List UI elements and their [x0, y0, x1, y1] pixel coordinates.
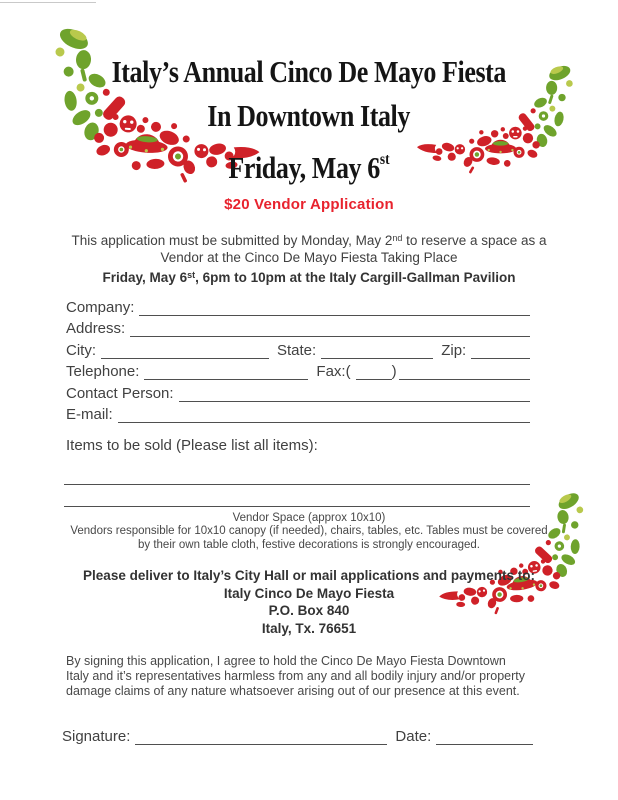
zip-input-line[interactable] [471, 343, 530, 359]
fax-areacode-input-line[interactable] [356, 364, 392, 380]
address-row [66, 316, 530, 338]
fax-label: Fax:( [316, 363, 351, 380]
state-input-line[interactable] [321, 343, 433, 359]
city-state-zip-row [66, 337, 530, 359]
delivery-city-state-zip: Italy, Tx. 76651 [261, 620, 357, 636]
contact-person-row [66, 380, 530, 402]
telephone-input-line[interactable] [144, 364, 308, 380]
contact-person-label: Contact Person: [66, 384, 174, 402]
address-input-line[interactable] [130, 321, 530, 337]
signature-label: Signature: [62, 727, 131, 745]
email-row [66, 402, 530, 424]
items-input-line-1[interactable] [64, 463, 530, 485]
signature-input-line[interactable] [135, 729, 387, 745]
signature-row [62, 723, 533, 745]
application-fee-subtitle: $20 Vendor Application [224, 196, 394, 213]
city-label: City: [66, 341, 96, 359]
event-title [0, 0, 618, 214]
telephone-fax-row [66, 359, 530, 381]
delivery-instructions [0, 567, 618, 637]
event-title-line1: Italy’s Annual Cinco De Mayo Fiesta [111, 54, 507, 89]
contact-person-input-line[interactable] [179, 386, 530, 402]
delivery-po-box: P.O. Box 840 [268, 603, 350, 618]
company-input-line[interactable] [139, 300, 530, 316]
delivery-org: Italy Cinco De Mayo Fiesta [223, 585, 395, 601]
fax-input-line[interactable] [399, 364, 530, 380]
signature-section [62, 723, 533, 745]
items-to-be-sold-label: Items to be sold (Please list all items): [66, 437, 318, 454]
date-superscript: st [379, 151, 390, 168]
company-label: Company: [66, 298, 135, 316]
scan-artifact-line [0, 2, 96, 3]
date-superscript: nd [392, 233, 403, 243]
address-label: Address: [66, 320, 126, 337]
submission-instructions: This application must be submitted by Monday, May 2nd to reserve a space as a Vendor at the Cinco De Mayo Fiesta Taking Place [71, 233, 547, 265]
items-lines [64, 463, 530, 507]
email-input-line[interactable] [118, 407, 530, 423]
zip-label: Zip: [441, 341, 467, 359]
telephone-label: Telephone: [66, 363, 140, 380]
date-superscript: st [187, 270, 196, 280]
vendor-space-title: Vendor Space (approx 10x10) [232, 512, 386, 524]
fax-paren-close: ) [391, 363, 397, 380]
vendor-form [66, 294, 530, 423]
vendor-space-note: Vendors responsible for 10x10 canopy (if needed), chairs, tables, etc. Tables must be covered by their own table cloth, festive decorations is strongly encouraged. [70, 525, 548, 551]
city-input-line[interactable] [101, 343, 269, 359]
items-input-line-2[interactable] [64, 485, 530, 507]
date-input-line[interactable] [436, 729, 533, 745]
event-datetime-location: Friday, May 6st, 6pm to 10pm at the Italy Cargill-Gallman Pavilion [102, 270, 516, 285]
date-label: Date: [395, 727, 432, 745]
liability-waiver-text: By signing this application, I agree to hold the Cinco De Mayo Fiesta Downtown Italy and it’s representatives harmless from any and all bodily injury and/or property damage claims of any nature whatsoever arising out of our presence at this event. [66, 654, 526, 698]
email-label: E-mail: [66, 406, 113, 423]
company-row [66, 294, 530, 316]
event-title-line2: In Downtown Italy [207, 98, 411, 133]
state-label: State: [277, 341, 317, 359]
delivery-line1: Please deliver to Italy’s City Hall or mail applications and payments to: [83, 568, 535, 583]
event-title-line3: Friday, May 6st [228, 150, 390, 185]
